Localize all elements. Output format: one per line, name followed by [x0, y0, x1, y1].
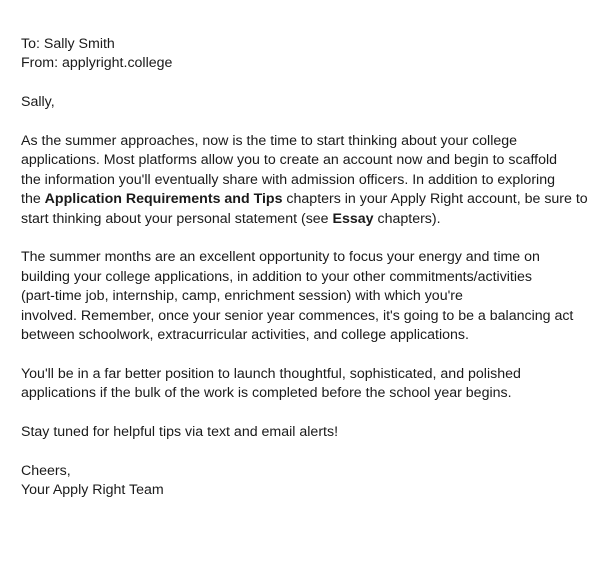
paragraph-line: [21, 210, 593, 229]
letter-body: [21, 35, 593, 520]
text-run: chapters in your Apply Right account, be sure to: [282, 191, 588, 208]
paragraph-line: As the summer approaches, now is the time to start thinking about your college: [21, 133, 518, 149]
text-run: start thinking about your personal statement (see: [21, 210, 333, 227]
paragraph-1: [21, 132, 593, 229]
paragraph-line: applications if the bulk of the work is completed before the school year begins.: [21, 385, 512, 402]
closing: [21, 462, 593, 501]
text-run: the: [21, 191, 45, 208]
paragraph-line: Stay tuned for helpful tips via text and email alerts!: [21, 424, 339, 441]
letter-header: [21, 35, 593, 74]
paragraph-4: [21, 423, 593, 442]
paragraph-line: building your college applications, in addition to your other commitments/activities: [21, 268, 533, 285]
text-run: chapters).: [373, 210, 441, 227]
greeting-text: Sally,: [21, 94, 55, 111]
paragraph-line: You'll be in a far better position to launch thoughtful, sophisticated, and polished: [21, 365, 521, 382]
paragraph-line: involved. Remember, once your senior year commences, it's going to be a balancing act: [21, 307, 574, 324]
paragraph-line: (part-time job, internship, camp, enrichment session) with which you're: [21, 288, 463, 305]
closing-salutation: Cheers,: [21, 462, 71, 479]
paragraph-line: The summer months are an excellent opportunity to focus your energy and time on: [21, 249, 540, 266]
paragraph-line: between schoolwork, extracurricular activities, and college applications.: [21, 327, 469, 344]
paragraph-2: [21, 248, 593, 345]
paragraph-3: [21, 365, 593, 404]
to-line: To: Sally Smith: [21, 36, 115, 52]
paragraph-line: applications. Most platforms allow you to create an account now and begin to scaffold: [21, 152, 558, 169]
from-line: From: applyright.college: [21, 55, 173, 72]
greeting: [21, 93, 593, 112]
signature: Your Apply Right Team: [21, 482, 164, 499]
paragraph-line: the information you'll eventually share with admission officers. In addition to exploring: [21, 171, 555, 188]
chapter-name-bold: Application Requirements and Tips: [44, 191, 283, 208]
paragraph-line: [21, 190, 593, 209]
chapter-name-bold: Essay: [332, 210, 374, 227]
